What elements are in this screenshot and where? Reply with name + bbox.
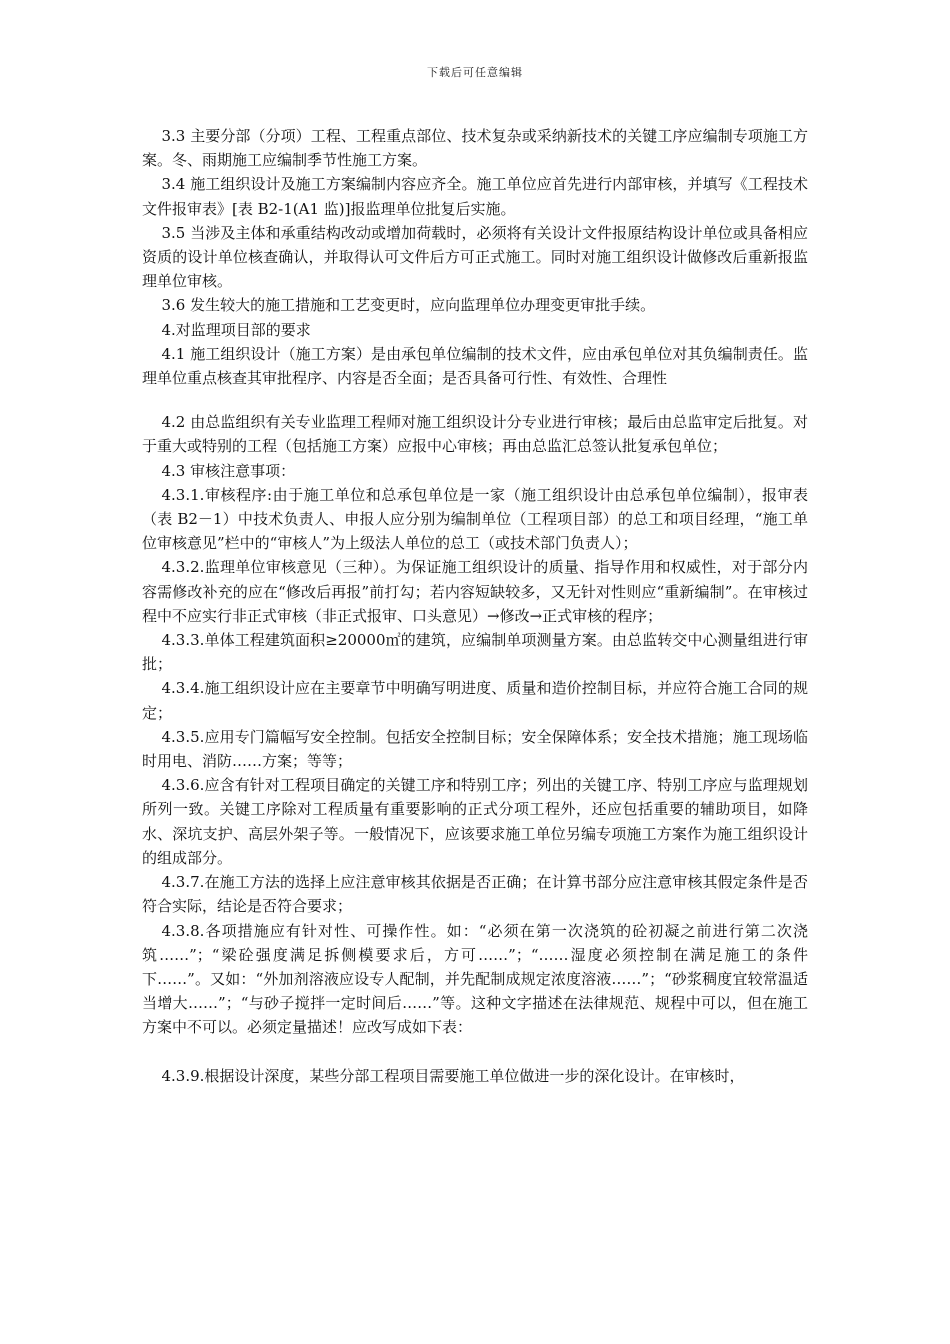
paragraph-4-3-9: 4.3.9.根据设计深度，某些分部工程项目需要施工单位做进一步的深化设计。在审核时， — [161, 1066, 745, 1085]
paragraph-3-4: 3.4 施工组织设计及施工方案编制内容应齐全。施工单位应首先进行内部审核，并填写《工程技术文件报审表》[表 B2-1(A1 监)]报监理单位批复后实施。 — [142, 175, 808, 218]
paragraph-4-3-1: 4.3.1.审核程序:由于施工单位和总承包单位是一家（施工组织设计由总承包单位编制），报审表（表 B2－1）中技术负责人、申报人应分别为编制单位（工程项目部）的总工和项目经理，“施工单位审核意见”栏中的“审核人”为上级法人单位的总工（或技术部门负责人）； — [142, 485, 808, 553]
paragraph-3-5: 3.5 当涉及主体和承重结构改动或增加荷载时，必须将有关设计文件报原结构设计单位或具备相应资质的设计单位核查确认，并取得认可文件后方可正式施工。同时对施工组织设计做修改后重新报监理单位审核。 — [142, 223, 808, 291]
section-heading-4: 4.对监理项目部的要求 — [161, 320, 311, 339]
paragraph-4-3-4: 4.3.4.施工组织设计应在主要章节中明确写明进度、质量和造价控制目标，并应符合施工合同的规定； — [142, 679, 808, 722]
paragraph-4-2: 4.2 由总监组织有关专业监理工程师对施工组织设计分专业进行审核；最后由总监审定后批复。对于重大或特别的工程（包括施工方案）应报中心审核；再由总监汇总签认批复承包单位； — [142, 413, 808, 456]
paragraph-4-3-8: 4.3.8.各项措施应有针对性、可操作性。如：“必须在第一次浇筑的砼初凝之前进行第二次浇筑……”；“梁砼强度满足拆侧模要求后，方可……”；“……湿度必须控制在满足施工的条件下……”。又如：“外加剂溶液应设专人配制，并先配制成规定浓度溶液……”；“砂浆稠度宜较常温适当增大……”；“与砂子搅拌一定时间后……”等。这种文字描述在法律规范、规程中可以，但在施工方案中不可以。必须定量描述！应改写成如下表： — [142, 921, 808, 1037]
paragraph-3-3: 3.3 主要分部（分项）工程、工程重点部位、技术复杂或采纳新技术的关键工序应编制专项施工方案。冬、雨期施工应编制季节性施工方案。 — [142, 127, 808, 170]
paragraph-3-6: 3.6 发生较大的施工措施和工艺变更时，应向监理单位办理变更审批手续。 — [161, 296, 656, 315]
page-header: 下载后可任意编辑 — [427, 66, 523, 79]
paragraph-4-3-5: 4.3.5.应用专门篇幅写安全控制。包括安全控制目标；安全保障体系；安全技术措施；施工现场临时用电、消防……方案；等等； — [142, 727, 808, 771]
paragraph-4-3-7: 4.3.7.在施工方法的选择上应注意审核其依据是否正确；在计算书部分应注意审核其假定条件是否符合实际，结论是否符合要求； — [142, 873, 808, 916]
paragraph-4-3-6: 4.3.6.应含有针对工程项目确定的关键工序和特别工序；列出的关键工序、特别工序应与监理规划所列一致。关键工序除对工程质量有重要影响的正式分项工程外，还应包括重要的辅助项目，如降水、深坑支护、高层外架子等。一般情况下，应该要求施工单位另编专项施工方案作为施工组织设计的组成部分。 — [142, 776, 808, 867]
paragraph-4-3-3: 4.3.3.单体工程建筑面积≥20000㎡的建筑，应编制单项测量方案。由总监转交中心测量组进行审批； — [142, 631, 808, 674]
paragraph-4-1: 4.1 施工组织设计（施工方案）是由承包单位编制的技术文件，应由承包单位对其负编制责任。监理单位重点核查其审批程序、内容是否全面；是否具备可行性、有效性、合理性 — [142, 344, 808, 388]
paragraph-4-3: 4.3 审核注意事项： — [161, 461, 296, 480]
document-body — [142, 124, 808, 1088]
paragraph-4-3-2: 4.3.2.监理单位审核意见（三种）。为保证施工组织设计的质量、指导作用和权威性，对于部分内容需修改补充的应在“修改后再报”前打勾；若内容短缺较多，又无针对性则应“重新编制”。在审核过程中不应实行非正式审核（非正式报审、口头意见）→修改→正式审核的程序； — [142, 558, 808, 625]
